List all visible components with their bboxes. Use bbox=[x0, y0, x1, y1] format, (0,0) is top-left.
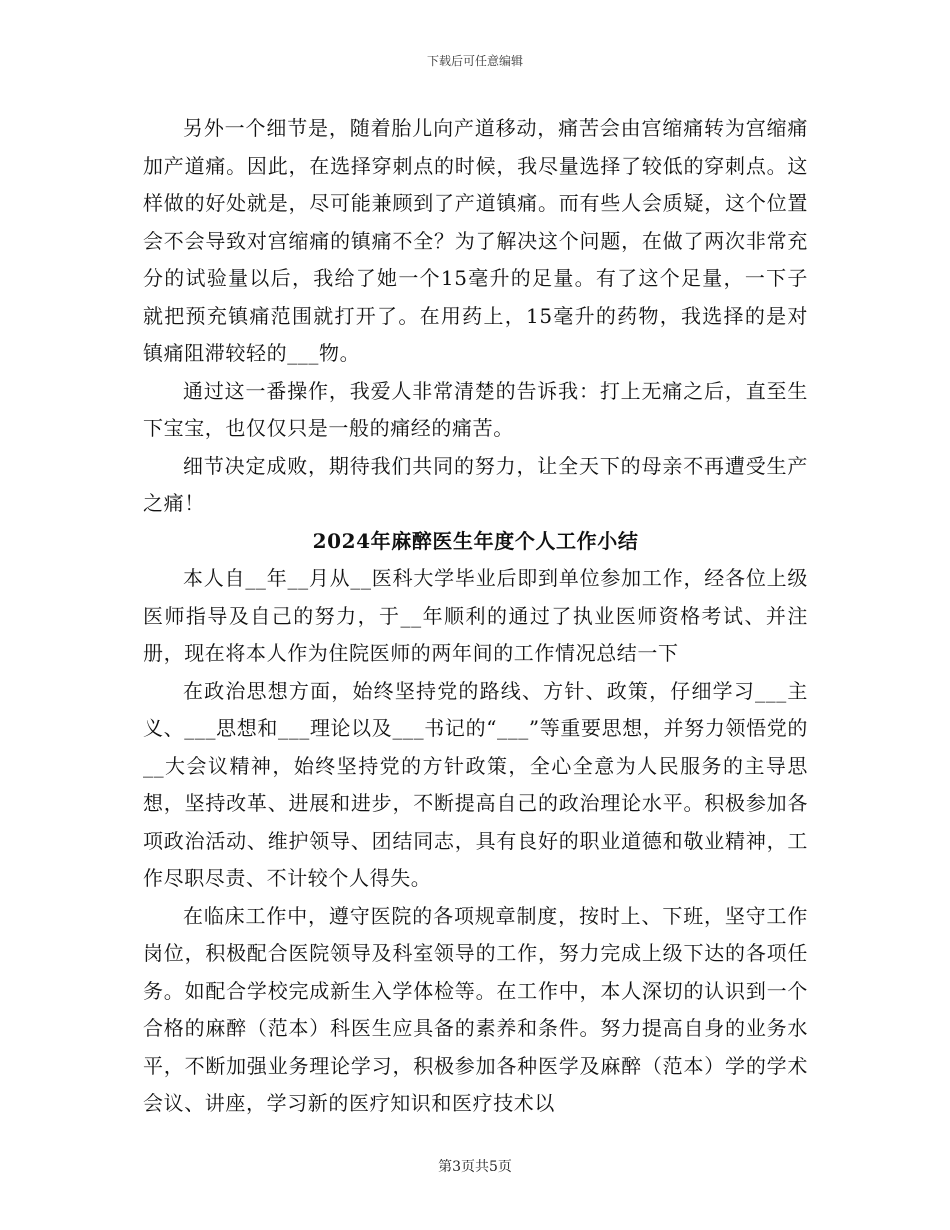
section-title: 2024年麻醉医生年度个人工作小结 bbox=[312, 528, 639, 553]
page-number: 第3页共5页 bbox=[438, 1159, 512, 1175]
paragraph-detail-puncture: 另外一个细节是，随着胎儿向产道移动，痛苦会由宫缩痛转为宫缩痛加产道痛。因此，在选择穿刺点的时候，我尽量选择了较低的穿刺点。这样做的好处就是，尽可能兼顾到了产道镇痛。而有些人会质疑，这个位置会不会导致对宫缩痛的镇痛不全？为了解决这个问题，在做了两次非常充分的试验量以后，我给了她一个15毫升的足量。有了这个足量，一下子就把预充镇痛范围就打开了。在用药上，15毫升的药物，我选择的是对镇痛阻滞较轻的___物。 bbox=[143, 116, 808, 365]
paragraph-intro: 本人自__年__月从__医科大学毕业后即到单位参加工作，经各位上级医师指导及自己的努力，于__年顺利的通过了执业医师资格考试、并注册，现在将本人作为住院医师的两年间的工作情况总结一下 bbox=[143, 566, 808, 665]
paragraph-wife-feedback: 通过这一番操作，我爱人非常清楚的告诉我：打上无痛之后，直至生下宝宝，也仅仅只是一般的痛经的痛苦。 bbox=[143, 378, 808, 440]
paragraph-clinical: 在临床工作中，遵守医院的各项规章制度，按时上、下班，坚守工作岗位，积极配合医院领导及科室领导的工作，努力完成上级下达的各项任务。如配合学校完成新生入学体检等。在工作中，本人深切的认识到一个合格的麻醉（范本）科医生应具备的素养和条件。努力提高自身的业务水平，不断加强业务理论学习，积极参加各种医学及麻醉（范本）学的学术会议、讲座，学习新的医疗知识和医疗技术以 bbox=[143, 903, 808, 1115]
document-body bbox=[143, 110, 808, 1123]
paragraph-political: 在政治思想方面，始终坚持党的路线、方针、政策，仔细学习___主义、___思想和___理论以及___书记的“___”等重要思想，并努力领悟党的__大会议精神，始终坚持党的方针政策，全心全意为人民服务的主导思想，坚持改革、进展和进步，不断提高自己的政治理论水平。积极参加各项政治活动、维护领导、团结同志，具有良好的职业道德和敬业精神，工作尽职尽责、不计较个人得失。 bbox=[143, 678, 808, 890]
page-header-note: 下载后可任意编辑 bbox=[426, 54, 523, 68]
paragraph-closing-wish: 细节决定成败，期待我们共同的努力，让全天下的母亲不再遭受生产之痛！ bbox=[143, 453, 808, 515]
